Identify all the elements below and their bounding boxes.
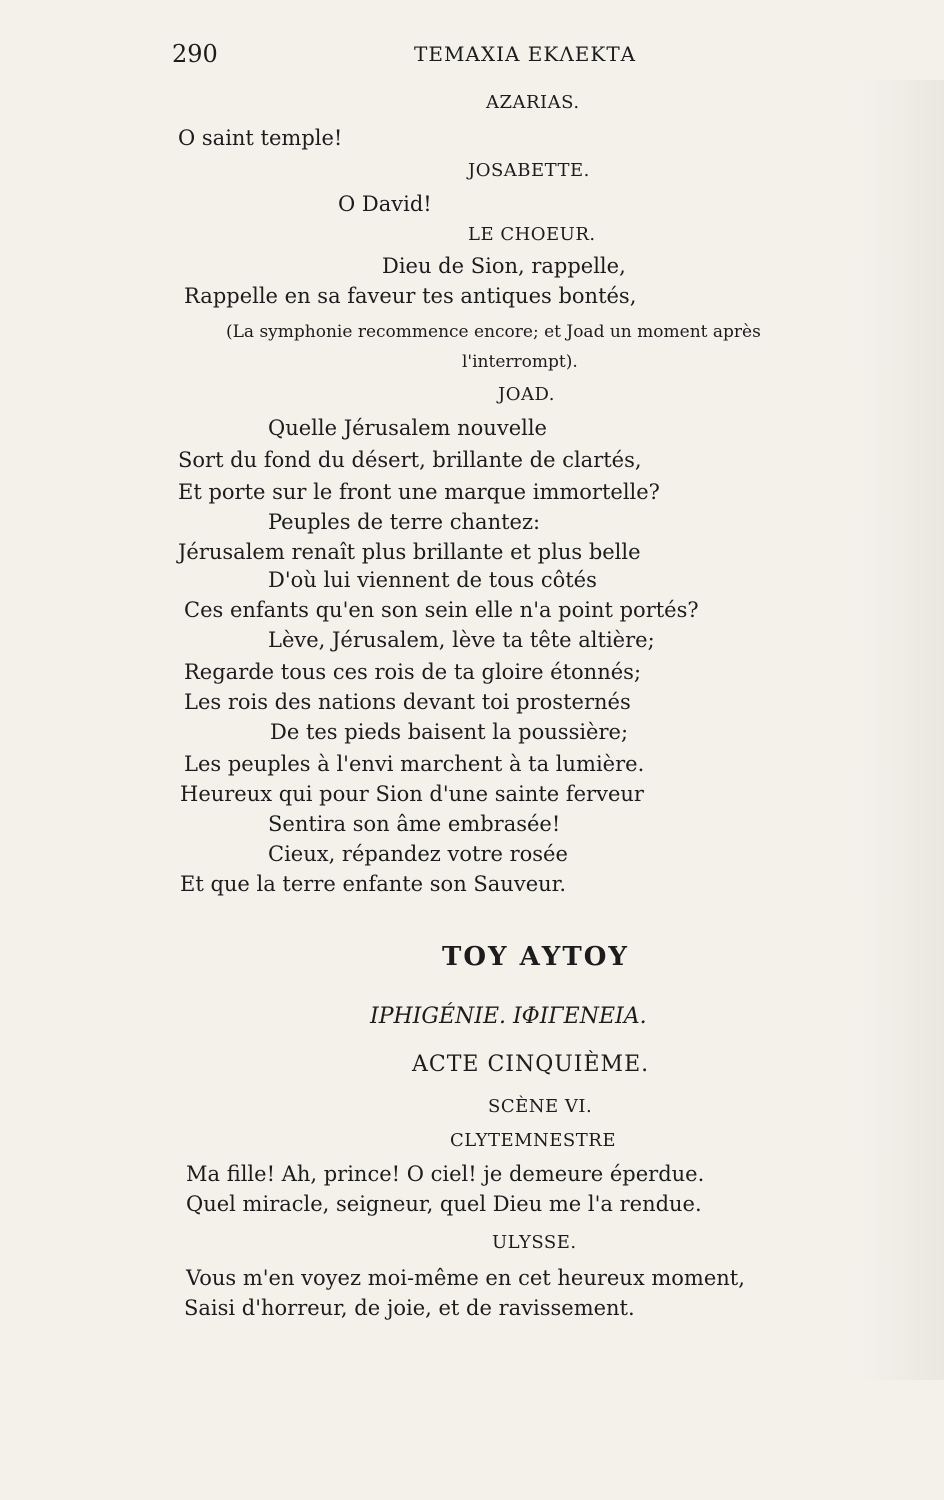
verse-line: Cieux, répandez votre rosée	[268, 842, 568, 866]
stage-direction: (La symphonie recommence encore; et Joad un moment après	[226, 322, 761, 342]
verse-line: De tes pieds baisent la poussière;	[270, 720, 629, 744]
page-bleed-shadow	[860, 80, 944, 1380]
verse-line: Heureux qui pour Sion d'une sainte ferveur	[180, 782, 644, 806]
speaker-ulysse: ULYSSE.	[492, 1232, 577, 1253]
section-heading: ΤΟΥ ΑΥΤΟΥ	[442, 942, 629, 972]
running-title: ΤΕΜΑΧΙΑ ΕΚΛΕΚΤΑ	[414, 42, 637, 66]
speaker-le-choeur: LE CHOEUR.	[468, 224, 596, 245]
verse-line: Les rois des nations devant toi prosternés	[184, 690, 631, 714]
verse-line: Ces enfants qu'en son sein elle n'a point portés?	[184, 598, 699, 622]
verse-line: Jérusalem renaît plus brillante et plus belle	[178, 540, 641, 564]
verse-line: O David!	[338, 192, 432, 216]
speaker-josabette: JOSABETTE.	[468, 160, 590, 181]
verse-line: Les peuples à l'envi marchent à ta lumière.	[184, 752, 645, 776]
verse-line: Quel miracle, seigneur, quel Dieu me l'a rendue.	[186, 1192, 702, 1216]
verse-line: Vous m'en voyez moi-même en cet heureux moment,	[186, 1266, 745, 1290]
verse-line: Sort du fond du désert, brillante de clartés,	[178, 448, 642, 472]
verse-line: Regarde tous ces rois de ta gloire étonnés;	[184, 660, 642, 684]
scene-heading: SCÈNE VI.	[488, 1096, 593, 1117]
verse-line: Rappelle en sa faveur tes antiques bontés,	[184, 284, 637, 308]
verse-line: Lève, Jérusalem, lève ta tête altière;	[268, 628, 655, 652]
act-heading: ACTE CINQUIÈME.	[412, 1052, 650, 1077]
verse-line: D'où lui viennent de tous côtés	[268, 568, 597, 592]
verse-line: O saint temple!	[178, 126, 343, 150]
speaker-clytemnestre: CLYTEMNESTRE	[450, 1130, 616, 1151]
play-title: IPHIGÉNIE. ΙΦΙΓΕΝΕΙΑ.	[370, 1004, 647, 1029]
verse-line: Sentira son âme embrasée!	[268, 812, 561, 836]
page-number: 290	[172, 40, 218, 68]
verse-line: Dieu de Sion, rappelle,	[382, 254, 626, 278]
stage-direction: l'interrompt).	[462, 352, 578, 372]
verse-line: Peuples de terre chantez:	[268, 510, 541, 534]
verse-line: Et porte sur le front une marque immortelle?	[178, 480, 660, 504]
verse-line: Ma fille! Ah, prince! O ciel! je demeure éperdue.	[186, 1162, 705, 1186]
speaker-joad: JOAD.	[498, 384, 555, 405]
verse-line: Quelle Jérusalem nouvelle	[268, 416, 547, 440]
speaker-azarias: AZARIAS.	[486, 92, 580, 113]
verse-line: Saisi d'horreur, de joie, et de ravissement.	[184, 1296, 635, 1320]
verse-line: Et que la terre enfante son Sauveur.	[180, 872, 567, 896]
